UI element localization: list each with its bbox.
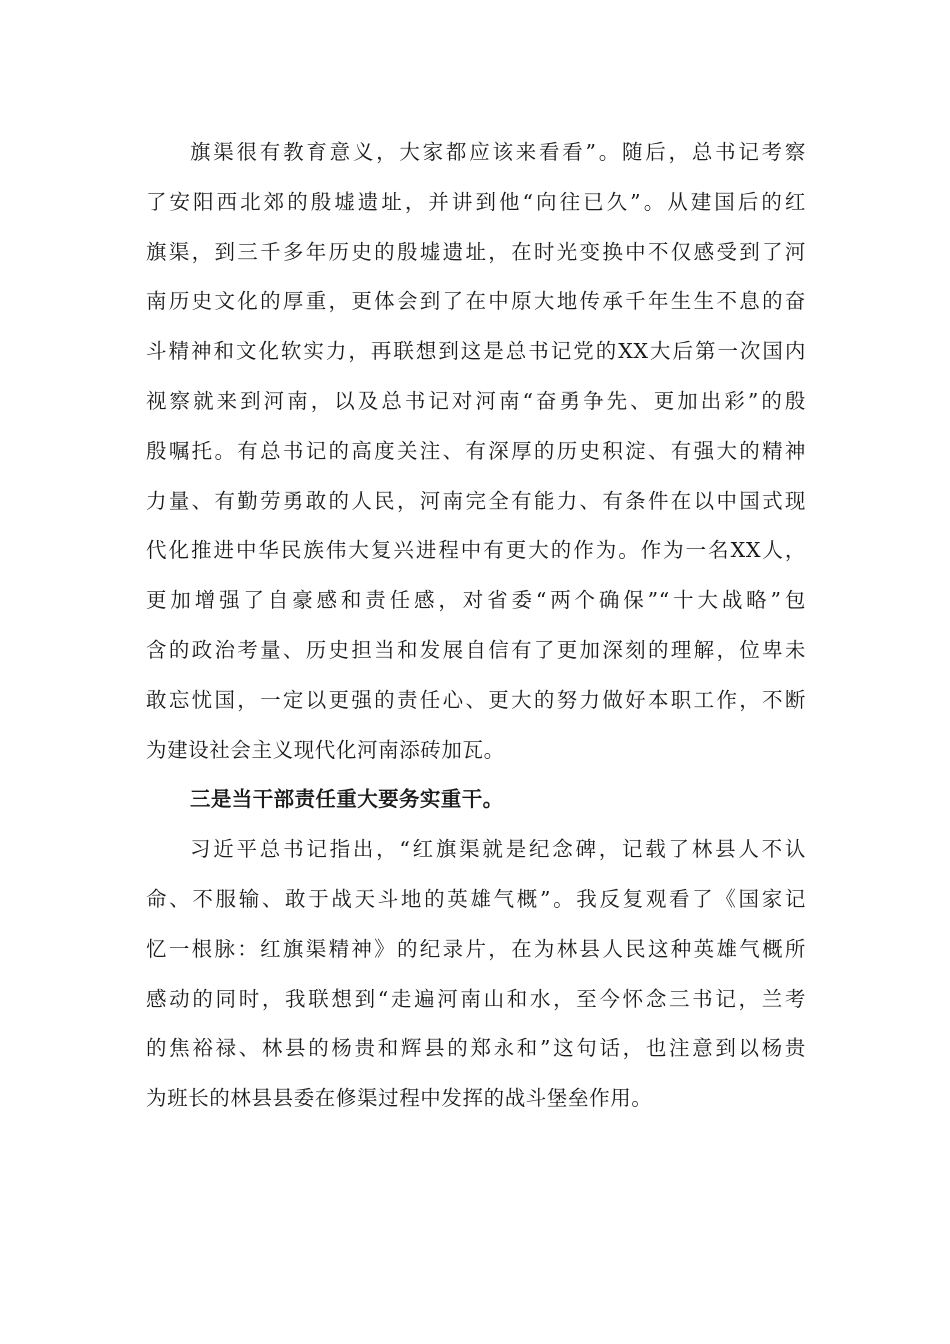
text-line: 代化推进中华民族伟大复兴进程中有更大的作为。作为一名XX人， xyxy=(146,538,806,563)
text-line: 了安阳西北郊的殷墟遗址，并讲到他“向往已久”。从建国后的红 xyxy=(146,189,806,214)
section-heading: 三是当干部责任重大要务实重干。 xyxy=(190,787,504,812)
text-line: 旗渠很有教育意义，大家都应该来看看”。随后，总书记考察 xyxy=(190,140,806,164)
text-line: 南历史文化的厚重，更体会到了在中原大地传承千年生生不息的奋 xyxy=(146,289,806,314)
text-line: 更加增强了自豪感和责任感，对省委“两个确保”“十大战略”包 xyxy=(146,588,806,613)
text-line: 的焦裕禄、林县的杨贵和辉县的郑永和”这句话，也注意到以杨贵 xyxy=(146,1036,806,1061)
text-line: 为班长的林县县委在修渠过程中发挥的战斗堡垒作用。 xyxy=(146,1086,653,1111)
text-line: 旗渠，到三千多年历史的殷墟遗址，在时光变换中不仅感受到了河 xyxy=(146,239,806,264)
text-line: 敢忘忧国，一定以更强的责任心、更大的努力做好本职工作，不断 xyxy=(146,687,806,712)
text-line: 习近平总书记指出，“红旗渠就是纪念碑，记载了林县人不认 xyxy=(190,837,806,862)
text-line: 感动的同时，我联想到“走遍河南山和水，至今怀念三书记，兰考 xyxy=(146,986,806,1011)
document-body xyxy=(146,128,806,1124)
text-line: 忆一根脉：红旗渠精神》的纪录片，在为林县人民这种英雄气概所 xyxy=(146,936,806,961)
text-line: 力量、有勤劳勇敢的人民，河南完全有能力、有条件在以中国式现 xyxy=(146,488,806,513)
text-line: 命、不服输、敢于战天斗地的英雄气概”。我反复观看了《国家记 xyxy=(146,886,806,911)
paragraph-continuation xyxy=(146,128,806,775)
paragraph xyxy=(146,825,806,1124)
text-line: 斗精神和文化软实力，再联想到这是总书记党的XX大后第一次国内 xyxy=(146,339,806,364)
text-line: 殷嘱托。有总书记的高度关注、有深厚的历史积淀、有强大的精神 xyxy=(146,438,806,463)
text-line: 视察就来到河南，以及总书记对河南“奋勇争先、更加出彩”的殷 xyxy=(146,388,806,413)
text-line: 为建设社会主义现代化河南添砖加瓦。 xyxy=(146,737,505,762)
text-line: 含的政治考量、历史担当和发展自信有了更加深刻的理解，位卑未 xyxy=(146,637,806,662)
